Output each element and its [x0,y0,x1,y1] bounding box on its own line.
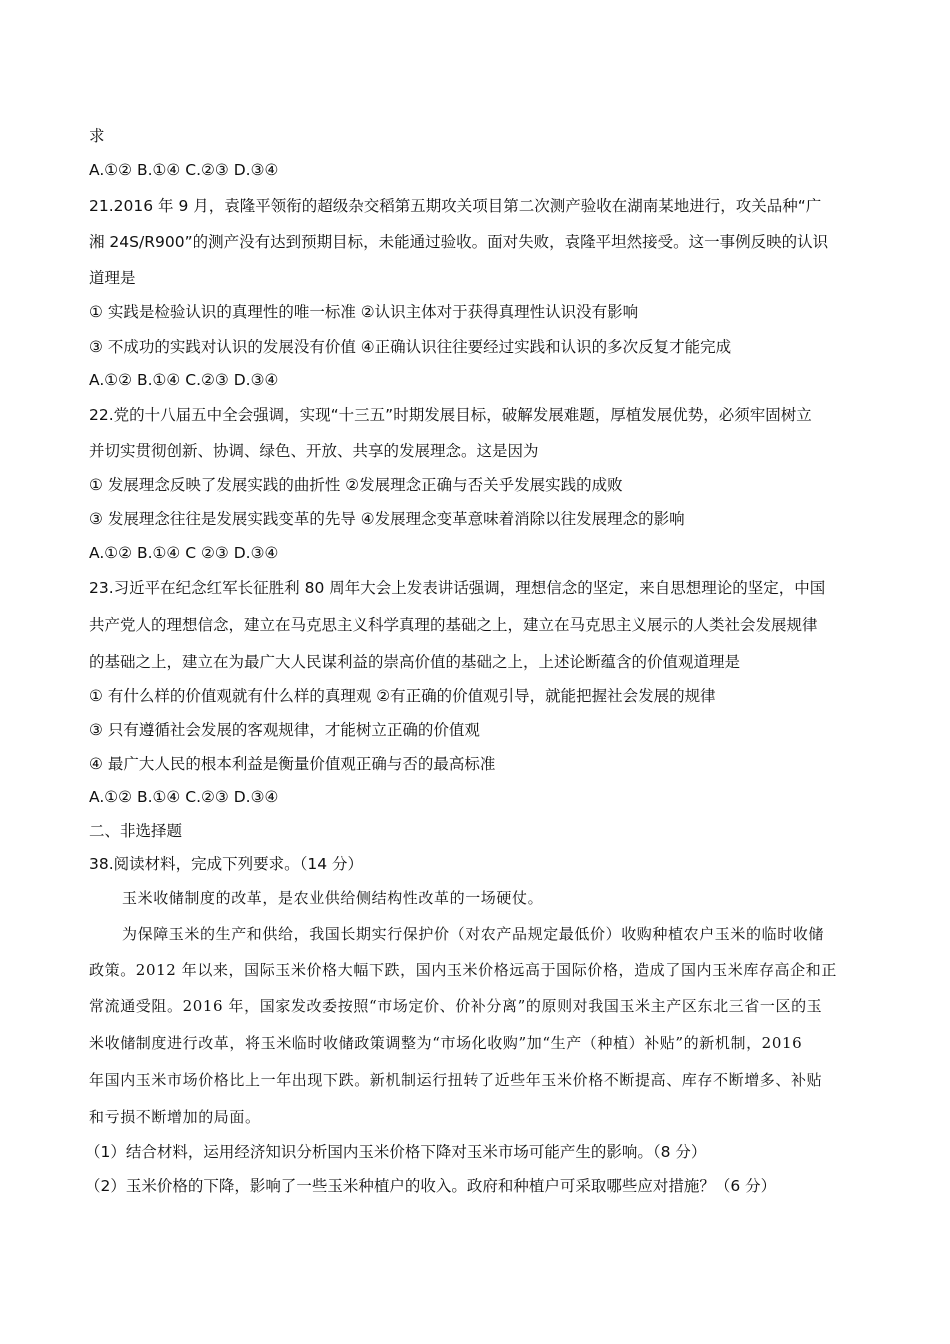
question-22-stem-line-2: 并切实贯彻创新、协调、绿色、开放、共享的发展理念。这是因为 [89,442,539,460]
question-21-options: A.①② B.①④ C.②③ D.③④ [89,371,279,389]
question-21-statement-1-2: ① 实践是检验认识的真理性的唯一标准 ②认识主体对于获得真理性认识没有影响 [89,303,639,321]
question-21-statement-3-4: ③ 不成功的实践对认识的发展没有价值 ④正确认识往往要经过实践和认识的多次反复才能完成 [89,338,732,356]
material-paragraph-2-line-2: 政策。2012 年以来，国际玉米价格大幅下跌，国内玉米价格远高于国际价格，造成了国内玉米库存高企和正 [89,961,837,979]
question-22-stem-line-1: 22.党的十八届五中全会强调，实现“十三五”时期发展目标，破解发展难题，厚植发展优势，必须牢固树立 [89,406,812,424]
question-23-statement-3: ③ 只有遵循社会发展的客观规律，才能树立正确的价值观 [89,721,480,739]
question-21-stem-line-1: 21.2016 年 9 月，袁隆平领衔的超级杂交稻第五期攻关项目第二次测产验收在湖南某地进行，攻关品种“广 [89,197,822,215]
sub-question-1: （1）结合材料，运用经济知识分析国内玉米价格下降对玉米市场可能产生的影响。（8 分） [85,1143,707,1161]
question-20-options: A.①② B.①④ C.②③ D.③④ [89,161,279,179]
material-paragraph-1: 玉米收储制度的改革，是农业供给侧结构性改革的一场硬仗。 [122,889,544,907]
material-paragraph-2-line-1: 为保障玉米的生产和供给，我国长期实行保护价（对农产品规定最低价）收购种植农户玉米的临时收储 [122,925,825,943]
sub-question-2: （2）玉米价格的下降，影响了一些玉米种植户的收入。政府和种植户可采取哪些应对措施？（6 分） [85,1177,777,1195]
question-23-stem-line-2: 共产党人的理想信念，建立在马克思主义科学真理的基础之上，建立在马克思主义展示的人类社会发展规律 [89,616,818,634]
question-23-stem-line-3: 的基础之上，建立在为最广大人民谋利益的崇高价值的基础之上，上述论断蕴含的价值观道理是 [89,653,741,671]
question-38-stem: 38.阅读材料，完成下列要求。（14 分） [89,855,364,873]
question-20-stem-end: 求 [89,127,105,145]
question-23-options: A.①② B.①④ C.②③ D.③④ [89,788,279,806]
material-paragraph-2-line-6: 和亏损不断增加的局面。 [89,1108,261,1126]
material-paragraph-2-line-5: 年国内玉米市场价格比上一年出现下跌。新机制运行扭转了近些年玉米价格不断提高、库存不断增多、补贴 [89,1071,823,1089]
question-21-stem-line-2: 湘 24S/R900”的测产没有达到预期目标，未能通过验收。面对失败，袁隆平坦然接受。这一事例反映的认识 [89,233,829,251]
question-23-statement-4: ④ 最广大人民的根本利益是衡量价值观正确与否的最高标准 [89,755,496,773]
question-22-statement-1-2: ① 发展理念反映了发展实践的曲折性 ②发展理念正确与否关乎发展实践的成败 [89,476,623,494]
material-paragraph-2-line-3: 常流通受阻。2016 年，国家发改委按照“市场定价、价补分离”的原则对我国玉米主产区东北三省一区的玉 [89,997,823,1015]
question-23-statement-1-2: ① 有什么样的价值观就有什么样的真理观 ②有正确的价值观引导，就能把握社会发展的规律 [89,687,716,705]
section-heading-non-choice: 二、非选择题 [89,822,183,840]
material-paragraph-2-line-4: 米收储制度进行改革，将玉米临时收储政策调整为“市场化收购”加“生产（种植）补贴”的新机制，2016 [89,1034,803,1052]
question-23-stem-line-1: 23.习近平在纪念红军长征胜利 80 周年大会上发表讲话强调，理想信念的坚定，来自思想理论的坚定，中国 [89,579,826,597]
question-21-stem-line-3: 道理是 [89,269,136,287]
question-22-statement-3-4: ③ 发展理念往往是发展实践变革的先导 ④发展理念变革意味着消除以往发展理念的影响 [89,510,685,528]
question-22-options: A.①② B.①④ C ②③ D.③④ [89,544,279,562]
